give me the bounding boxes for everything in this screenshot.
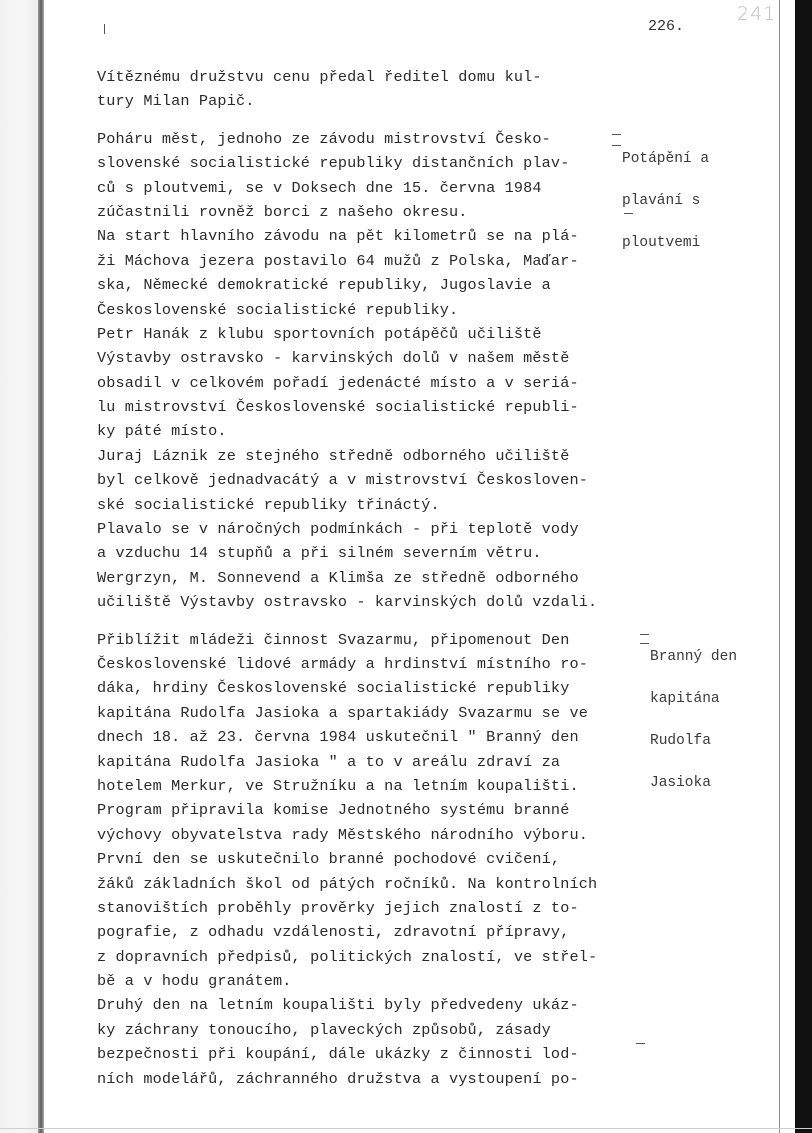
text-line: ky páté místo. (97, 422, 227, 441)
text-line: hotelem Merkur, ve Stružníku a na letním koupališti. (97, 776, 579, 795)
text-line: dnech 18. až 23. června 1984 uskutečnil " Branný den (97, 728, 579, 747)
margin-note-line: Jasioka (650, 775, 711, 791)
text-line: žáků základních škol od pátých ročníků. Na kontrolních (97, 874, 598, 893)
text-line: výchovy obyvatelstva rady Městského národního výboru. (97, 825, 588, 844)
margin-tick-mark (640, 634, 649, 635)
margin-note-line: Branný den (650, 649, 738, 665)
margin-tick-mark (640, 643, 649, 644)
chronicle-body-text (97, 65, 657, 1091)
text-line: ska, Německé demokratické republiky, Jugoslavie a (97, 276, 551, 295)
text-line: zúčastnili rovněž borci z našeho okresu. (97, 202, 468, 221)
margin-tick-mark (636, 1043, 645, 1044)
text-line: Plavalo se v náročných podmínkách - při teplotě vody (97, 520, 579, 539)
text-line: Program připravila komise Jednotného systému branné (97, 801, 570, 820)
text-line: dáka, hrdiny Československé socialistické republiky (97, 679, 570, 698)
margin-note-line: Rudolfa (650, 733, 711, 749)
text-line: a vzduchu 14 stupňů a při silném severním větru. (97, 544, 542, 563)
margin-note-defense-day (650, 622, 737, 804)
text-line: Výstavby ostravsko - karvinských dolů v našem městě (97, 349, 570, 368)
margin-tick-mark (624, 213, 633, 214)
text-line: Juraj Láznik ze stejného středně odborného učiliště (97, 446, 570, 465)
text-line: tury Milan Papič. (97, 92, 255, 111)
text-line: bezpečnosti při koupání, dále ukázky z činnosti lod- (97, 1045, 579, 1064)
text-line: ské socialistické republiky třináctý. (97, 495, 440, 514)
text-line: učiliště Výstavby ostravsko - karvinských dolů vzdali. (97, 593, 598, 612)
scan-left-margin (0, 0, 38, 1133)
text-line: Československé lidové armády a hrdinství místního ro- (97, 654, 588, 673)
text-line: Na start hlavního závodu na pět kilometrů se na plá- (97, 227, 579, 246)
paragraph-defense-day (97, 628, 657, 1091)
margin-note-line: Potápění a (622, 151, 710, 167)
text-line: z dopravních předpisů, politických znalostí, ve střel- (97, 947, 598, 966)
text-line: Wergrzyn, M. Sonnevend a Klimša ze středně odborného (97, 568, 579, 587)
paragraph-prize-award (97, 65, 657, 114)
margin-tick-mark (612, 134, 621, 135)
margin-note-line: kapitána (650, 691, 720, 707)
text-line: ži Máchova jezera postavilo 64 mužů z Polska, Maďar- (97, 251, 579, 270)
text-line: byl celkově jednadvacátý a v mistrovství Českosloven- (97, 471, 588, 490)
margin-note-line: plavání s (622, 193, 701, 209)
page-number: 226. (648, 18, 685, 35)
page-binding-edge (38, 0, 44, 1133)
text-line: ky záchrany tonoucího, plaveckých způsobů, zásady (97, 1020, 551, 1039)
text-line: Přiblížit mládeži činnost Svazarmu, připomenout Den (97, 630, 570, 649)
text-line: slovenské socialistické republiky distančních plav- (97, 154, 570, 173)
scan-black-edge (795, 0, 812, 1133)
text-line: Poháru měst, jednoho ze závodu mistrovství Česko- (97, 129, 551, 148)
text-line: Vítěznému družstvu cenu předal ředitel domu kul- (97, 68, 542, 86)
text-line: Petr Hanák z klubu sportovních potápěčů učiliště (97, 324, 542, 343)
page-bottom-edge (0, 1128, 812, 1129)
archive-folio-number: 241 (737, 3, 777, 25)
text-line: kapitána Rudolfa Jasioka a spartakiády Svazarmu se ve (97, 703, 588, 722)
text-line: lu mistrovství Československé socialistické republi- (97, 398, 579, 417)
text-line: ních modelářů, záchranného družstva a vystoupení po- (97, 1069, 579, 1088)
text-line: Druhý den na letním koupališti byly předvedeny ukáz- (97, 996, 579, 1015)
paragraph-fin-swimming (97, 127, 657, 615)
margin-note-fin-swimming (622, 124, 709, 264)
text-line: ců s ploutvemi, se v Doksech dne 15. června 1984 (97, 178, 542, 197)
margin-note-line: ploutvemi (622, 235, 701, 251)
text-line: kapitána Rudolfa Jasioka " a to v areálu zdraví za (97, 752, 561, 771)
text-line: pografie, z odhadu vzdálenosti, zdravotní přípravy, (97, 923, 570, 942)
text-line: stanovištích proběhly prověrky jejich znalostí z to- (97, 898, 579, 917)
text-line: Československé socialistické republiky. (97, 300, 459, 319)
stray-typewriter-mark (104, 24, 105, 34)
margin-tick-mark (612, 145, 621, 146)
page-right-border (779, 0, 780, 1133)
text-line: První den se uskutečnilo branné pochodové cvičení, (97, 850, 561, 869)
text-line: bě a v hodu granátem. (97, 972, 292, 991)
text-line: obsadil v celkovém pořadí jedenácté místo a v seriá- (97, 373, 579, 392)
